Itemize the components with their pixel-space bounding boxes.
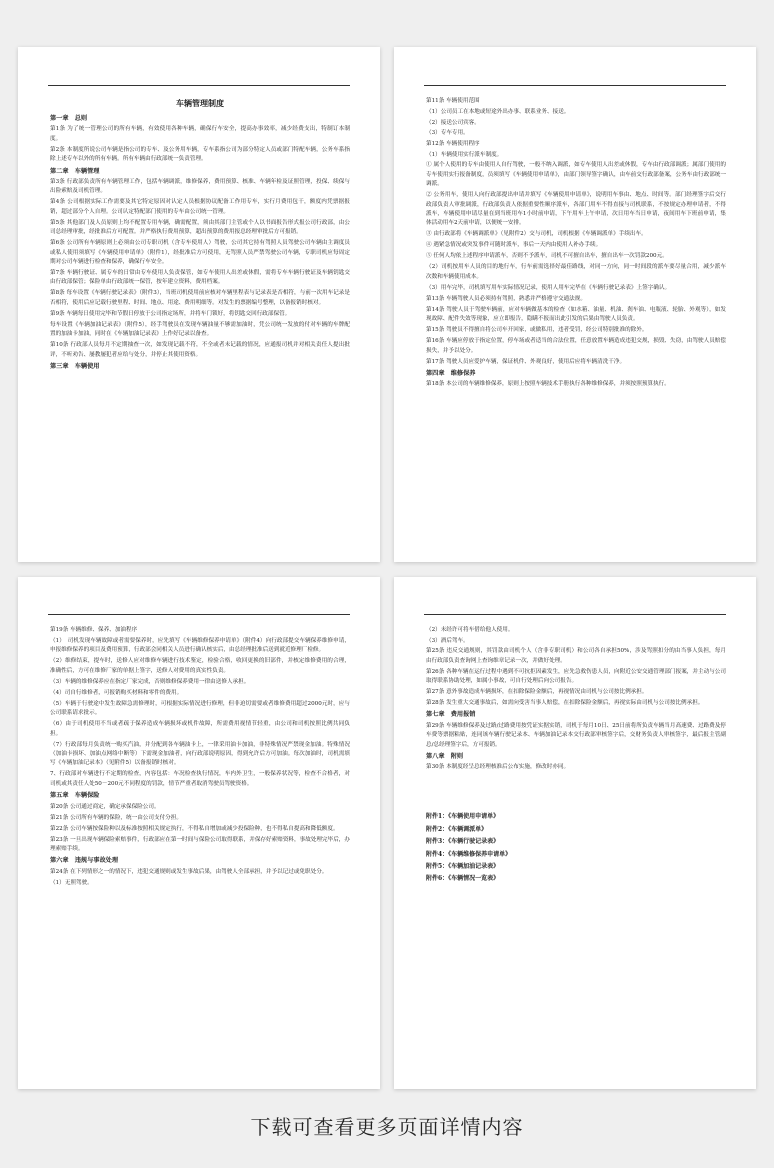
article-paragraph: 第21条 公司所有车辆的保险，统一由公司支付分担。 [50, 814, 182, 821]
page-2-blocks [426, 97, 726, 390]
article-paragraph: 第29条 车辆维修保养及过路/过路费用按凭证实据实销，司机于每月10日、25日前将所负责车辆当月高速费、过路费及停车费等票据粘贴，连同该车辆行驶记录本、车辆加油记录本交行政部审核签字后，交财务负责人审核签字，最后报主管副总/总经理签字后，方可报销。 [426, 722, 726, 748]
article-paragraph: ③ 由行政部将《车辆调派单》（见附件2）交与司机，司机根据《车辆调派单》手续出车。 [426, 231, 647, 238]
chapter-heading: 第一章 总则 [50, 115, 88, 122]
page-4-blocks [426, 626, 726, 773]
article-paragraph: （4）司自行维修者，可报销购买材料和零件的费用。 [50, 689, 183, 696]
article-paragraph: ⑤ 任何人均依上述程序申请派车，否则不予派车，司机不可擅自出车，擅自出车一次罚款200元。 [426, 253, 668, 260]
article-paragraph: 第3条 行政部负责所有车辆管理工作，包括车辆调派，维修保养，费用预算、核准、车辆年检及证照管理，投保、续保与出险索赔及司机管理。 [50, 179, 350, 195]
article-paragraph: （1）无照驾驶。 [50, 879, 93, 886]
article-paragraph: （2）维修结束，提车时，送修人应对维修车辆进行技术鉴定，检验合格，收回更换的旧部件，并核定维修费用的合理，准确性后，方可在维修厂家的单据上签字，送修人对费用的真实性负责。 [50, 658, 350, 674]
document-page-1 [18, 47, 380, 562]
chapter-heading: 第七章 费用报销 [426, 711, 476, 719]
attachment-item: 附件4：《车辆维修保养申请单》 [426, 850, 512, 858]
article-paragraph: （7）行政部每月负责统一购买汽油，并分配到各车辆油卡上，一律采用油卡加油，非特殊情况严禁现金加油。特殊情况（加油卡损坏、加油点网络中断等）下需现金加油者，向行政部说明原因，得到允许后方可加油。每次加油时，司机需填写《车辆加油记录本》（见附件5）以备报销时核对。 [50, 741, 350, 767]
article-paragraph: 第1条 为了统一管理公司的所有车辆，有效使用各种车辆，确保行车安全，提高办事效率，减少经费支出，特制订本制度。 [50, 126, 350, 142]
attachment-item: 附件5：《车辆加油记录表》 [426, 863, 500, 871]
article-paragraph: ④ 遇紧急情况或突发事件可随时派车，事后一天内由使用人补办手续。 [426, 242, 602, 249]
article-paragraph: （3）车辆的维修保养应在指定厂家完成，否则维修保养费用一律由送修人承担。 [50, 678, 250, 685]
page-1-blocks [50, 114, 350, 372]
article-paragraph: 第27条 意外事故造成车辆损坏，在扣除保险金额后，再视情况由司机与公司按比例承担。 [426, 689, 648, 695]
article-paragraph: （3）用车完毕，司机填写用车实际情况记录，使用人用车完毕在《车辆行驶记录表》上签字确认。 [426, 284, 671, 291]
article-paragraph: 第16条 车辆应停放于指定位置，停车场或者适当的合法位置，任意放置车辆造成违犯交规，损毁、失窃，由驾驶人员赔偿损失，并予以处分。 [426, 338, 726, 354]
article-paragraph: 第23条 一旦出现车辆保险索赔事件，行政部应在第一时间与保险公司取得联系，并保存好索赔资料，事故处理完毕后，办理索赔手续。 [50, 836, 350, 853]
spacer [426, 774, 726, 812]
page-content [426, 97, 726, 391]
document-page-3 [18, 577, 380, 1089]
page-content [50, 626, 350, 889]
article-paragraph: 第12条 车辆使用程序 [426, 140, 480, 147]
article-paragraph: （1）公司员工在本地或短途外出办事、联系业务、接送。 [426, 109, 570, 115]
article-paragraph: （5）车辆于行驶途中发生故障急需修理时，可根据实际情况进行修理，但非迫切需要或者维修费用超过2000元时，应与公司联系请求批示。 [50, 700, 350, 717]
document-title: 车辆管理制度 [176, 98, 224, 108]
article-paragraph: 第10条 行政部人员每月不定期抽查一次，如发现记载不符，不全或者未记载的情况，应通报司机并对相关责任人提出批评，不听劝告、屡教屡犯者应给与处分，并停止其使用资格。 [50, 342, 350, 358]
header-rule [424, 85, 726, 86]
attachment-item: 附件3：《车辆行驶记录表》 [426, 838, 500, 846]
article-paragraph: （1） 司机发现车辆故障或者需要保养时，应先填写《车辆维修保养申请单》（附件4）向行政部提交车辆保养维修申请，申报维修保养的项目及费用预算，行政部会同相关人员进行确认核实后，由总经理批准后送到就近修理厂检修。 [50, 638, 350, 654]
header-rule [48, 85, 350, 86]
article-paragraph: 第4条 公司根据实际工作需要及其它特定原因对认定人员根据协议配备工作用专车，实行月费用包干，额度内凭票据报销，超过部分个人自理。公司认定特配部门使用的专车由公司统一管理。 [50, 199, 350, 215]
article-paragraph: 第26条 各种车辆在运行过程中遇到不可抗拒因素发生，应先急救伤患人员，向附近公安交通管理部门报案，并主动与公司取得联系协助处理，如属小事故，可自行处理后向公司报告。 [426, 668, 726, 684]
chapter-heading: 第四章 维修保养 [426, 370, 476, 378]
article-paragraph: ② 公务用车，使用人向行政部提出申请并填写《车辆使用申请单》，说明用车事由、地点、时间等。部门经理签字后交行政部负责人审批调派，行政部负责人依据重要性顺序派车，各部门用车不得直接与司机联系，不按规定办理申请者，不得派车，车辆使用申请尽量在到当班用车1小时前申请，下午用车上午申请，次日用车当日申请，夜间用车下班前申请，集体活动用车2天前申请，以便统一安排。 [426, 192, 726, 227]
article-paragraph: 每车设置《车辆加油记录表》（附件5），经手驾驶员在发现车辆油量不够需加油时，凭公司统一发放的付对车辆的车牌配置的加油卡加油，同时在《车辆加油记录表》上作好记录以备查。 [50, 321, 350, 338]
article-paragraph: 第19条 车辆维修、保养、加油程序 [50, 627, 138, 633]
article-paragraph: （3）酒后驾车。 [426, 637, 469, 644]
attachment-item: 附件2：《车辆调派单》 [426, 825, 488, 833]
article-paragraph: （2）接送公司宾客。 [426, 119, 480, 126]
article-paragraph: 第30条 本制度经呈总经理核准后公布实施，修改时亦同。 [426, 764, 570, 771]
article-paragraph: 第24条 在下列情形之一的情况下，违犯交通规则或发生事故后果，由驾驶人全部承担，并予以记过或免职处分。 [50, 868, 328, 875]
article-paragraph: 7、行政部对车辆进行不定期的检查，内容包括：车况检查执行情况，车内外卫生，一般保养状况等，检查不合格者，对司机或其责任人处50－200元不同程度的罚款，情节严重者取消驾驶员驾驶资格。 [50, 771, 350, 787]
article-paragraph: 第5条 其他部门及人员原则上均不配置专用车辆，确需配置，须由其部门主管或个人以书面报告形式报公司行政部，由公司总经理审批，经批准后方可配置。并严格执行费用预算，超出预算的费用报总经理审批后方可报销。 [50, 219, 350, 236]
attachment-item: 附件1：《车辆使用申请单》 [426, 813, 500, 821]
article-paragraph: （1）车辆使用实行派车制度。 [426, 151, 503, 158]
article-paragraph: 第20条 公司通过商定，确定承保保险公司。 [50, 803, 160, 810]
article-paragraph: 第22条 公司车辆按保险种以及标准按照相关规定执行，不得私自增加或减少投保险种，也不得私自提高和降低额度。 [50, 825, 339, 832]
chapter-heading: 第六章 违规与事故处理 [50, 857, 119, 865]
article-paragraph: 第18条 本公司的车辆维修保养，原则上按照车辆技术手册执行各种维修保养，并须按照预算执行。 [426, 381, 670, 388]
article-paragraph: 第25条 违反交通规则，其罚款由司机个人（含非专职司机）和公司各自承担50%，涉及驾照扣分的由当事人负担，每月由行政部负责查询网上查询维章记录一次，并做好处理。 [426, 648, 726, 664]
article-paragraph: 第14条 驾驶人员于驾驶车辆前，应对车辆做基本的检查（如水箱、油量、机油、刹车油、电瓶液、轮胎、外观等），如发现故障、配件失效等现象，应立即报告，隐瞒不报而出此引发的后果由驾驶人员负责。 [426, 306, 726, 323]
download-more-prompt[interactable]: 下载可查看更多页面详情内容 [250, 1115, 524, 1139]
page-content [426, 626, 726, 887]
article-paragraph: 第17条 驾驶人员应爱护车辆，保证机件、外观良好，使用后应将车辆清洗干净。 [426, 358, 626, 365]
article-paragraph: 第15条 驾驶员不得擅自将公司车开回家，或做私用，违者受罚，经公司特别批准的除外。 [426, 327, 648, 334]
article-paragraph: 第13条 车辆驾驶人员必须持有驾照，熟悉并严格遵守交通法规。 [426, 295, 586, 302]
article-paragraph: 第28条 发生重大交通事故后，如需向受害当事人赔偿，在扣除保险金额后，再视实际由司机与公司按比例承担。 [426, 700, 704, 706]
page-content [50, 97, 350, 374]
article-paragraph: （6）由于司机使用不当或者疏于保养造成车辆损坏或机件故障，所需费用视情节轻重，由公司和司机按照比例共同负担。 [50, 721, 350, 737]
chapter-heading: 第二章 车辆管理 [50, 167, 100, 175]
chapter-heading: 第三章 车辆使用 [50, 363, 100, 371]
chapter-heading: 第八章 附则 [426, 753, 464, 761]
attachment-item: 附件6：《车辆情况一览表》 [426, 875, 500, 883]
header-rule [48, 614, 350, 615]
article-paragraph: 第11条 车辆使用范围 [426, 98, 480, 104]
article-paragraph: （3）专车专用。 [426, 130, 469, 137]
page-3-blocks [50, 626, 350, 888]
document-page-2 [394, 47, 756, 562]
chapter-heading: 第五章 车辆保险 [50, 792, 100, 800]
attachment-list [426, 812, 726, 883]
article-paragraph: （2）未经许可将车借给他人使用。 [426, 627, 514, 633]
article-paragraph: 第8条 每车设置《车辆行驶记录表》（附件3），当班司机使用前应核对车辆里程表与记录表是否相符，与前一次用车记录是否相符，使用后应记载行驶里程、时间、地点、用途、费用明细等。对发生的票据编号整理，以备报销时核对。 [50, 290, 350, 306]
article-paragraph: （2）司机按用车人员的目的地行车，行车前需选择好最佳路线，对同一方向，同一时间段的派车要尽量合用，减少派车次数和车辆使用成本。 [426, 264, 726, 280]
article-paragraph: 第7条 车辆行驶证、属专车的日常由专车使用人负责保管，如专车使用人出差或休假，需将专车车辆行驶证及车辆钥匙交由行政部保管；保险单由行政部统一保管，按年建立资料，费用档案。 [50, 270, 350, 286]
header-rule [424, 614, 726, 615]
article-paragraph: 第6条 公司所有车辆原则上必须由公司专职司机（含专车使用人）驾驶，公司其它持有驾照人员驾驶公司车辆由主调度员或私人使用须填写《车辆使用申请单》（附件1），经批准后方可使用，无驾照人员严禁驾驶公司车辆，专职司机应每周定期对公司车辆进行检查和保养，确保行车安全。 [50, 240, 350, 266]
article-paragraph: 第2条 本制度所说公司车辆是指公司的专车、及公务用车辆，专车系指公司为部分特定人员或部门特配车辆，公务车系指除上述专车以外的所有车辆。所有车辆由行政部统一负责管理。 [50, 146, 350, 163]
document-page-4 [394, 577, 756, 1089]
article-paragraph: ① 属个人使用的专车由使用人自行驾驶，一般不纳入调派，如专车使用人出差或休假，专车由行政部调派；属部门使用的专车使用实行报备制度，员须填写《车辆使用申请单》，由部门领导签字确认，由车前交行政部备案，公务车由行政部统一调派。 [426, 162, 726, 188]
article-paragraph: 第9条 车辆每日使用完毕和节假日停放于公司指定场所，并将车门锁好，将钥匙交回行政部保管。 [50, 310, 291, 317]
